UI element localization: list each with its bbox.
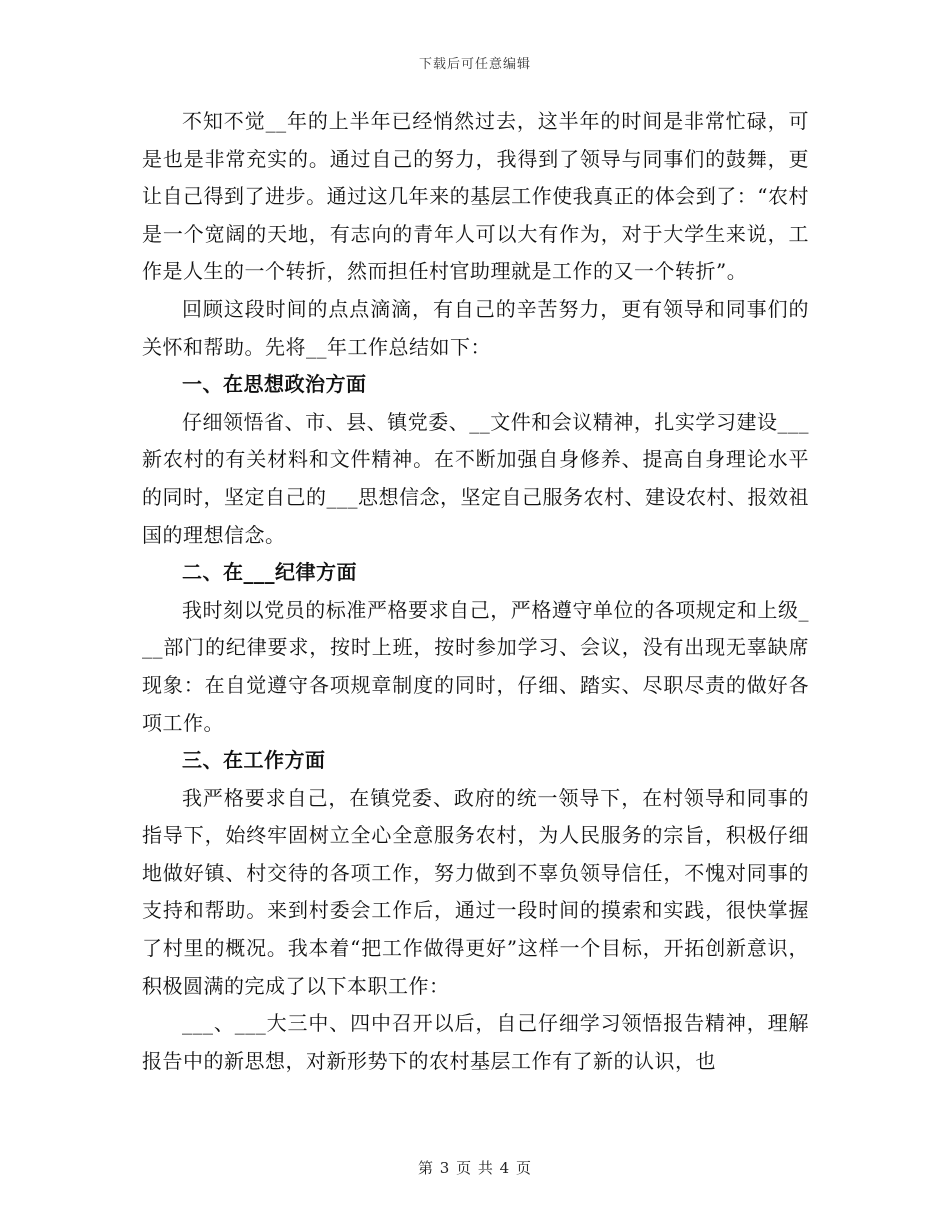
paragraph-politics: 仔细领悟省、市、县、镇党委、__文件和会议精神，扎实学习建设___新农村的有关材料和文件精神。在不断加强自身修养、提高自身理论水平的同时，坚定自己的___思想信念，坚定自己服务农村、建设农村、报效祖国的理想信念。 bbox=[142, 409, 809, 547]
paragraph-discipline: 我时刻以党员的标准严格要求自己，严格遵守单位的各项规定和上级___部门的纪律要求，按时上班，按时参加学习、会议，没有出现无辜缺席现象：在自觉遵守各项规章制度的同时，仔细、踏实、尽职尽责的做好各项工作。 bbox=[142, 597, 809, 735]
section-heading-work: 三、在工作方面 bbox=[182, 748, 326, 773]
section-heading-politics: 一、在思想政治方面 bbox=[182, 372, 367, 397]
page-footer: 第 3 页 共 4 页 bbox=[418, 1159, 532, 1177]
page-header: 下载后可任意编辑 bbox=[418, 57, 531, 72]
paragraph-intro: 不知不觉__年的上半年已经悄然过去，这半年的时间是非常忙碌，可是也是非常充实的。通过自己的努力，我得到了领导与同事们的鼓舞，更让自己得到了进步。通过这几年来的基层工作使我真正的体会到了：“农村是一个宽阔的天地，有志向的青年人可以大有作为，对于大学生来说，工作是人生的一个转折，然而担任村官助理就是工作的又一个转折”。 bbox=[142, 109, 809, 284]
document-body bbox=[142, 103, 809, 1080]
paragraph-study: ___、___大三中、四中召开以后，自己仔细学习领悟报告精神，理解报告中的新思想，对新形势下的农村基层工作有了新的认识，也 bbox=[142, 1011, 809, 1073]
paragraph-review: 回顾这段时间的点点滴滴，有自己的辛苦努力，更有领导和同事们的关怀和帮助。先将__年工作总结如下： bbox=[142, 296, 809, 359]
section-heading-discipline: 二、在___纪律方面 bbox=[182, 560, 357, 585]
paragraph-work: 我严格要求自己，在镇党委、政府的统一领导下，在村领导和同事的指导下，始终牢固树立全心全意服务农村，为人民服务的宗旨，积极仔细地做好镇、村交待的各项工作，努力做到不辜负领导信任，不愧对同事的支持和帮助。来到村委会工作后，通过一段时间的摸索和实践，很快掌握了村里的概况。我本着“把工作做得更好”这样一个目标，开拓创新意识，积极圆满的完成了以下本职工作： bbox=[142, 785, 809, 998]
